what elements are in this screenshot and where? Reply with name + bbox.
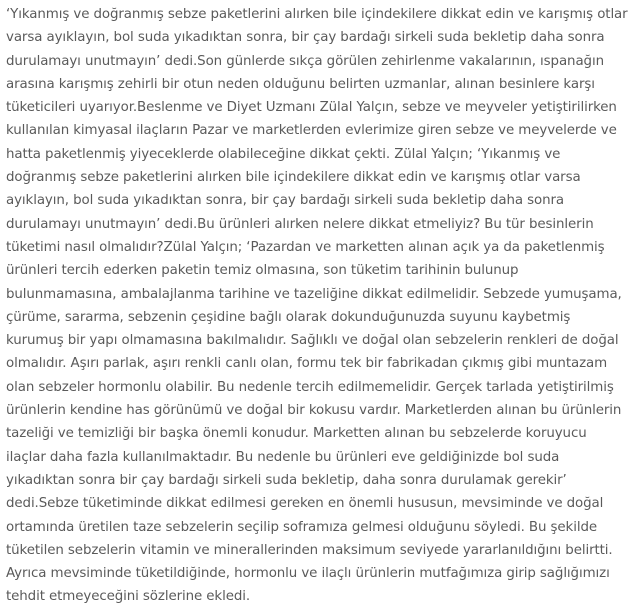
article-paragraph: ‘Yıkanmış ve doğranmış sebze paketlerini alırken bile içindekilere dikkat edin ve karışmış otlar varsa ayıklayın, bol suda yıkadıktan sonra, bir çay bardağı sirkeli suda bekletip daha sonra durulamayı unutmayın’ dedi.Son günlerde sıkça görülen zehirlenme vakalarının, ıspanağın arasına karışmış zehirli bir otun neden olduğunu belirten uzmanlar, alınan besinlere karşı tüketicileri uyarıyor.Beslenme ve Diyet Uzmanı Zülal Yalçın, sebze ve meyveler yetiştirilirken kullanılan kimyasal ilaçların Pazar ve marketlerden evlerimize giren sebze ve meyvelerde ve hatta paketlenmiş yiyeceklerde olabileceğine dikkat çekti. Zülal Yalçın; ‘Yıkanmış ve doğranmış sebze paketlerini alırken bile içindekilere dikkat edin ve karışmış otlar varsa ayıklayın, bol suda yıkadıktan sonra, bir çay bardağı sirkeli suda bekletip daha sonra durulamayı unutmayın’ dedi.Bu ürünleri alırken nelere dikkat etmeliyiz? Bu tür besinlerin tüketimi nasıl olmalıdır?Zülal Yalçın; ‘Pazardan ve marketten alınan açık ya da paketlenmiş ürünleri tercih ederken paketin temiz olmasına, son tüketim tarihinin bulunup bulunmamasına, ambalajlanma tarihine ve tazeliğine dikkat edilmelidir. Sebzede yumuşama, çürüme, sararma, sebzenin çeşidine bağlı olarak dokunduğunuzda suyunu kaybetmiş kurumuş bir yapı olmamasına bakılmalıdır. Sağlıklı ve doğal olan sebzelerin renkleri de doğal olmalıdır. Aşırı parlak, aşırı renkli canlı olan, formu tek bir fabrikadan çıkmış gibi muntazam olan sebzeler hormonlu olabilir. Bu nedenle tercih edilmemelidir. Gerçek tarlada yetiştirilmiş ürünlerin kendine has görünümü ve doğal bir kokusu vardır. Marketlerden alınan bu ürünlerin tazeliği ve temizliği bir başka önemli konudur. Marketten alınan bu sebzelerde koruyucu ilaçlar daha fazla kullanılmaktadır. Bu nedenle bu ürünleri eve geldiğinizde bol suda yıkadıktan sonra bir çay bardağı sirkeli suda bekletip, daha sonra durulamak gerekir’ dedi.Sebze tüketiminde dikkat edilmesi gereken en önemli hususun, mevsiminde ve doğal ortamında üretilen taze sebzelerin seçilip soframıza gelmesi olduğunu söyledi. Bu şekilde tüketilen sebzelerin vitamin ve minerallerinden maksimum seviyede yararlanıldığını belirtti. Ayrıca mevsiminde tüketildiğinde, hormonlu ve ilaçlı ürünlerin mutfağımıza girip sağlığımızı tehdit etmeyeceğini sözlerine ekledi. — [6, 7, 628, 605]
